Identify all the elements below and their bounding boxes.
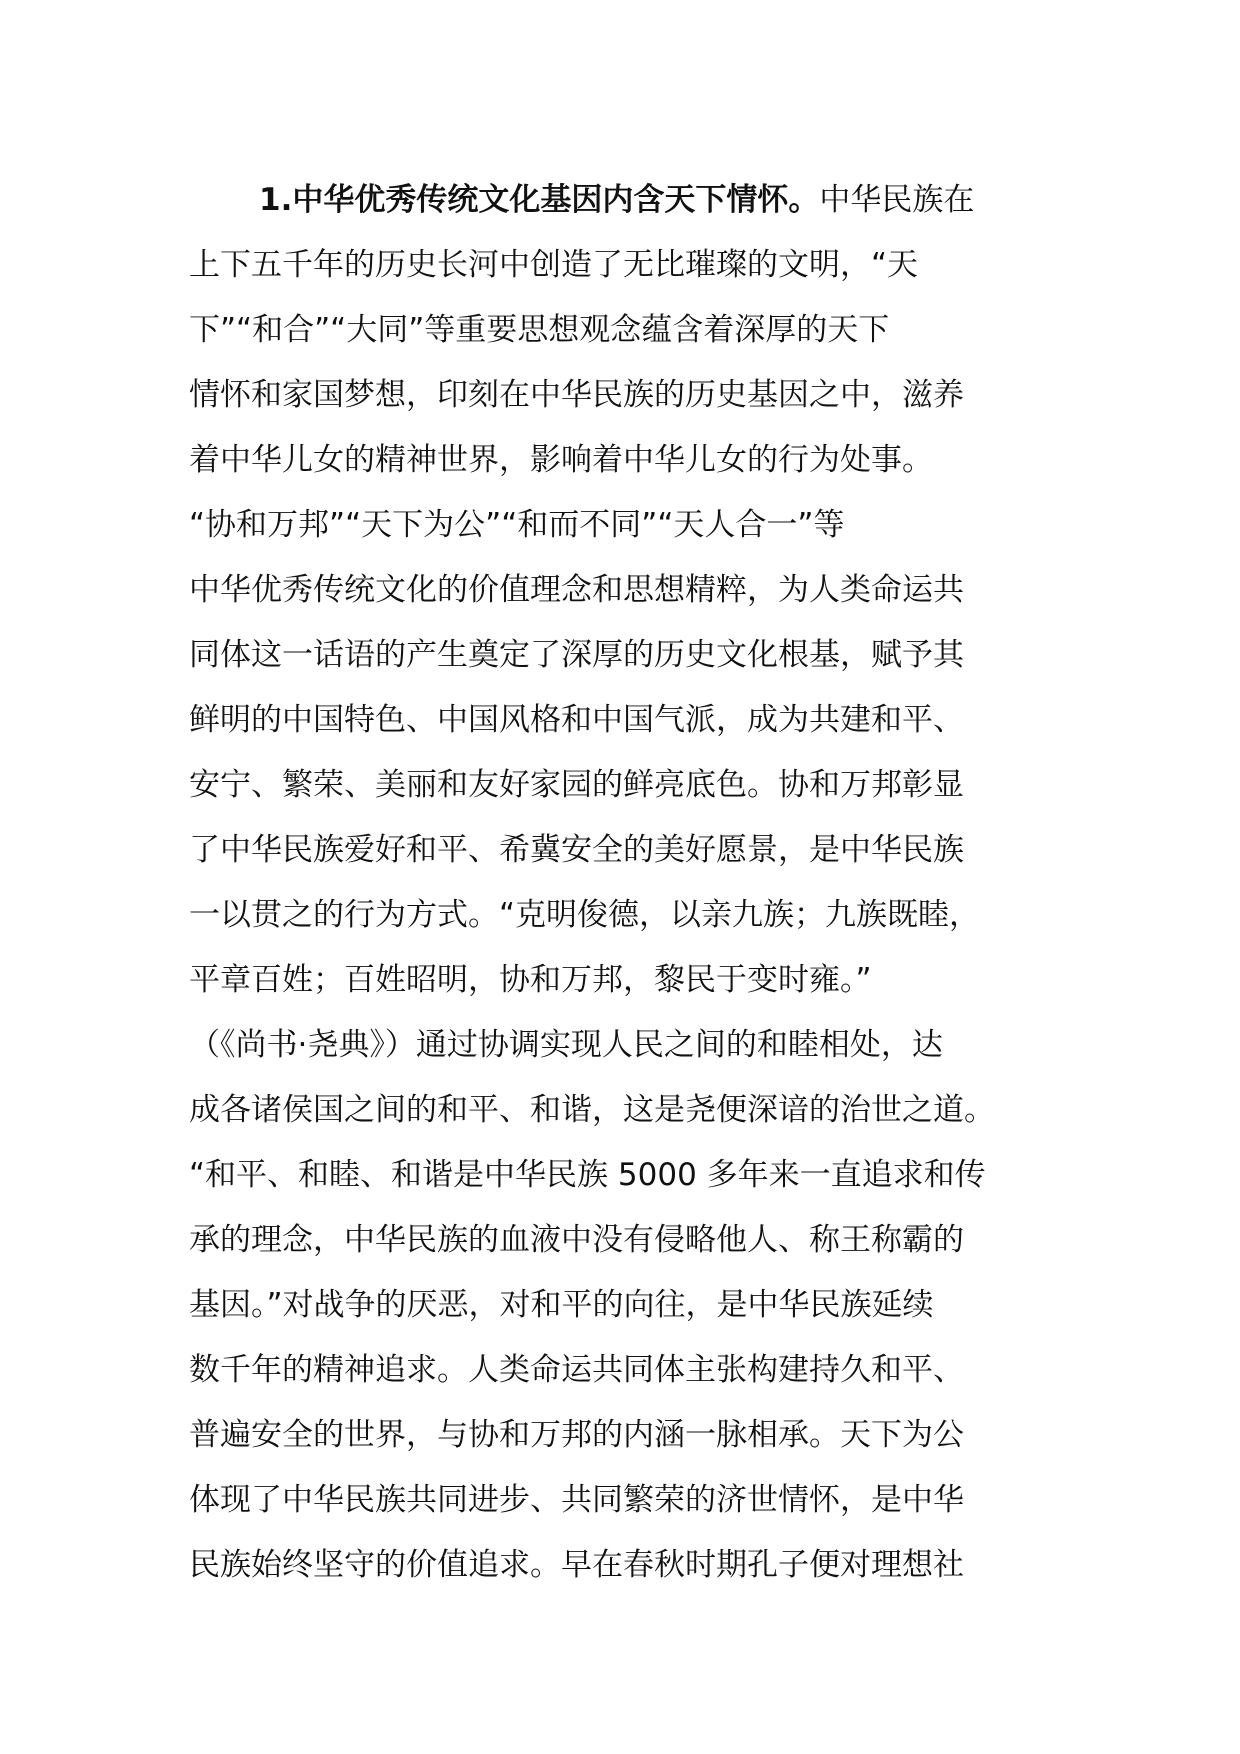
text-line-15: 成各诸侯国之间的和平、和谐，这是尧便深谙的治世之道。	[189, 1092, 995, 1128]
text-line-18: 基因。”对战争的厌恶，对和平的向往，是中华民族延续	[189, 1287, 934, 1323]
text-line-9: 鲜明的中国特色、中国风格和中国气派，成为共建和平、	[189, 702, 964, 738]
text-line-21: 体现了中华民族共同进步、共同繁荣的济世情怀，是中华	[189, 1482, 964, 1518]
text-line-6: “协和万邦”“天下为公”“和而不同”“天人合一”等	[189, 507, 845, 543]
text-line-3: 下”“和合”“大同”等重要思想观念蕴含着深厚的天下	[189, 312, 890, 348]
text-line-13: 平章百姓；百姓昭明，协和万邦，黎民于变时雍。”	[189, 962, 872, 998]
text-line-1	[189, 168, 1069, 233]
text-line-11: 了中华民族爱好和平、希冀安全的美好愿景，是中华民族	[189, 832, 964, 868]
text-line-19: 数千年的精神追求。人类命运共同体主张构建持久和平、	[189, 1352, 964, 1388]
text-line-12: 一以贯之的行为方式。“克明俊德，以亲九族；九族既睦，	[189, 897, 981, 933]
text-line-14: （《尚书·尧典》）通过协调实现人民之间的和睦相处，达	[189, 1027, 943, 1063]
section-heading: 1.中华优秀传统文化基因内含天下情怀。	[259, 182, 820, 218]
text-line-2: 上下五千年的历史长河中创造了无比璀璨的文明，“天	[189, 247, 919, 283]
text-line-16: “和平、和睦、和谐是中华民族 5000 多年来一直追求和传	[189, 1157, 986, 1193]
text-line-17: 承的理念，中华民族的血液中没有侵略他人、称王称霸的	[189, 1222, 964, 1258]
text-line-20: 普遍安全的世界，与协和万邦的内涵一脉相承。天下为公	[189, 1417, 964, 1453]
text-line-1-body: 中华民族在	[819, 182, 975, 218]
document-body	[189, 168, 1069, 1598]
text-line-10: 安宁、繁荣、美丽和友好家园的鲜亮底色。协和万邦彰显	[189, 767, 964, 803]
text-line-5: 着中华儿女的精神世界，影响着中华儿女的行为处事。	[189, 442, 933, 478]
text-line-8: 同体这一话语的产生奠定了深厚的历史文化根基，赋予其	[189, 637, 964, 673]
text-line-4: 情怀和家国梦想，印刻在中华民族的历史基因之中，滋养	[189, 377, 964, 413]
text-line-22: 民族始终坚守的价值追求。早在春秋时期孔子便对理想社	[189, 1547, 964, 1583]
text-line-7: 中华优秀传统文化的价值理念和思想精粹，为人类命运共	[189, 572, 964, 608]
